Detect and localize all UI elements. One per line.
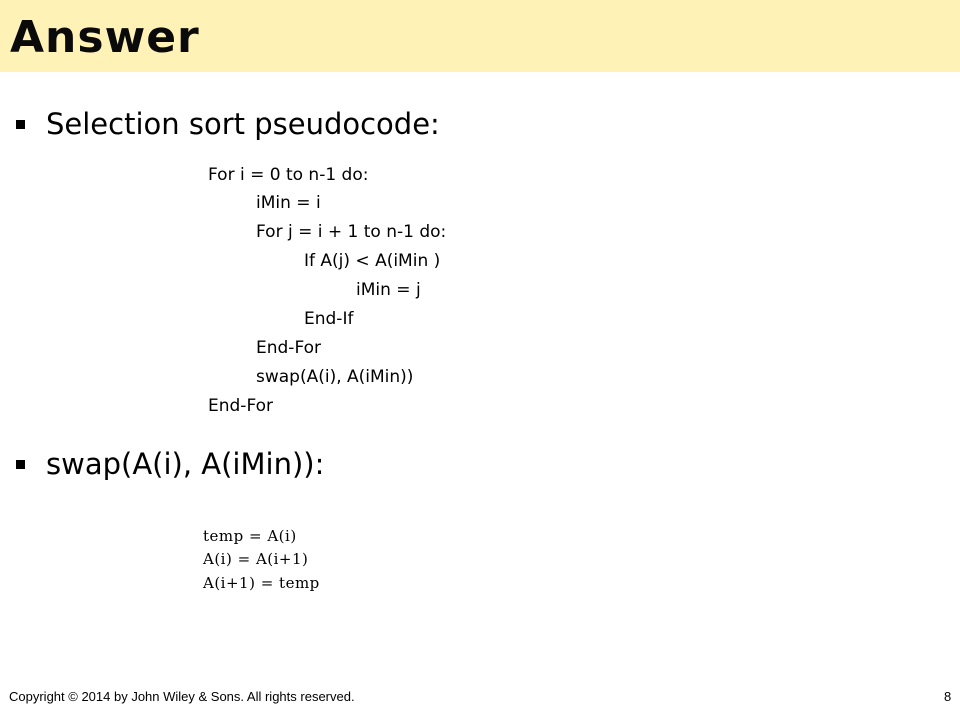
bullet-swap (16, 446, 324, 482)
code-line: If A(j) < A(iMin ) (304, 251, 441, 271)
code-line: End-If (304, 309, 354, 329)
code-line: For i = 0 to n-1 do: (208, 165, 369, 185)
code-line: swap(A(i), A(iMin)) (256, 367, 414, 387)
swap-code-line: A(i+1) = temp (203, 574, 320, 592)
code-line: End-For (208, 396, 274, 416)
code-line: iMin = j (356, 280, 421, 300)
square-bullet-icon (16, 120, 25, 129)
code-line: iMin = i (256, 193, 321, 213)
swap-code-line: temp = A(i) (203, 527, 297, 545)
copyright-footer: Copyright © 2014 by John Wiley & Sons. All rights reserved. (9, 689, 355, 704)
page-number: 8 (944, 689, 952, 704)
bullet-text: Selection sort pseudocode: (46, 107, 440, 141)
swap-code-line: A(i) = A(i+1) (203, 550, 309, 568)
square-bullet-icon (16, 460, 25, 469)
code-line: End-For (256, 338, 322, 358)
bullet-selection-sort (16, 106, 440, 142)
bullet-text: swap(A(i), A(iMin)): (46, 447, 325, 481)
code-line: For j = i + 1 to n-1 do: (256, 222, 447, 242)
slide-title: Answer (10, 12, 200, 63)
